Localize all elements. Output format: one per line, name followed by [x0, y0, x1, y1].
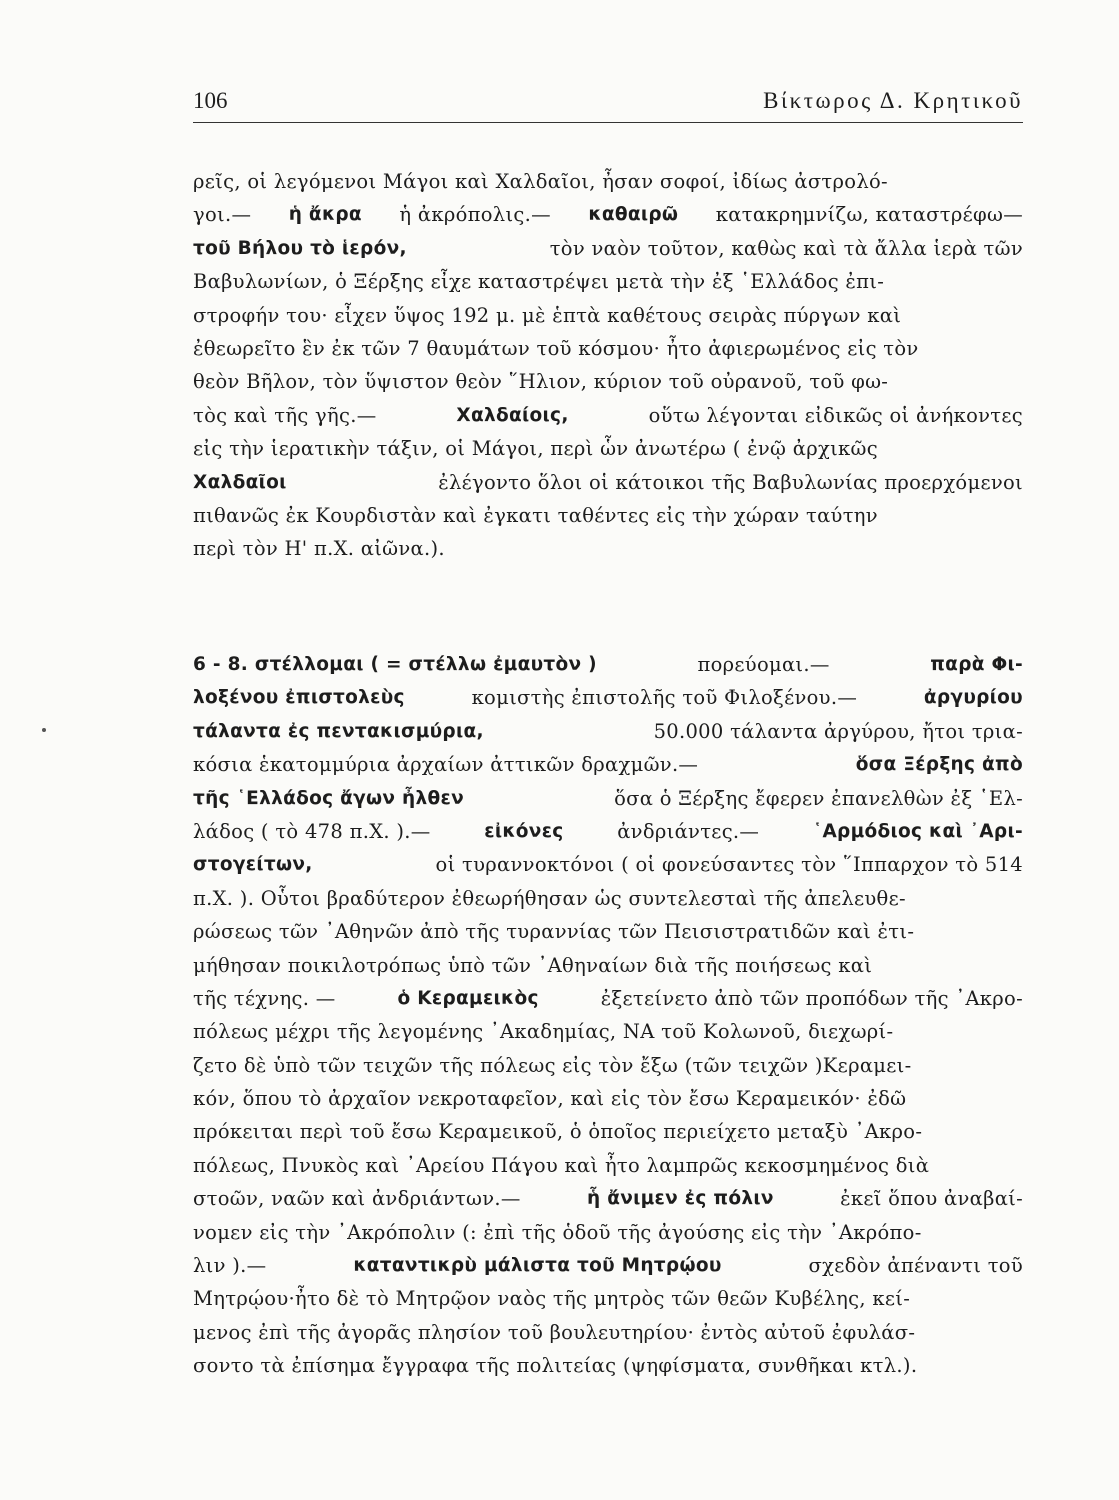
text-line	[193, 882, 1023, 915]
text-segment: νομεν εἰς τὴν ᾿Ακρόπολιν (: ἐπὶ τῆς ὁδοῦ τῆς ἀγούσης εἰς τὴν ᾿Ακρόπο-	[193, 1220, 922, 1244]
text-segment: ἀνδριάντες.—	[617, 819, 760, 843]
text-line	[193, 1349, 1023, 1382]
text-line	[193, 1249, 1023, 1282]
lemma-term: Χαλδαῖοι	[193, 471, 287, 493]
lemma-term: 6 - 8. στέλλομαι ( = στέλλω ἐμαυτὸν )	[193, 654, 597, 675]
text-line	[193, 715, 1023, 748]
text-segment: οὕτω λέγονται εἰδικῶς οἱ ἀνήκοντες	[648, 403, 1023, 427]
text-line	[193, 1015, 1023, 1048]
lemma-term: τῆς ῾Ελλάδος ἄγων ἦλθεν	[193, 787, 465, 809]
lemma-term: ἀργυρίου	[923, 687, 1023, 709]
commentary-paragraph-1	[193, 165, 1023, 566]
text-segment: πόλεως, Πνυκὸς καὶ ᾿Αρείου Πάγου καὶ ἦτο λαμπρῶς κεκοσμημένος διὰ	[193, 1153, 930, 1177]
text-line	[193, 815, 1023, 848]
text-line	[193, 1316, 1023, 1349]
text-line	[193, 1149, 1023, 1182]
text-segment: γοι.—	[193, 203, 252, 227]
text-segment: ζετο δὲ ὑπὸ τῶν τειχῶν τῆς πόλεως εἰς τὸν ἔξω (τῶν τειχῶν )Κεραμει-	[193, 1053, 912, 1077]
text-segment: πόλεως μέχρι τῆς λεγομένης ᾿Ακαδημίας, ΝΑ τοῦ Κολωνοῦ, διεχωρί-	[193, 1020, 894, 1044]
text-segment: στροφήν του· εἶχεν ὕψος 192 μ. μὲ ἑπτὰ καθέτους σειρὰς πύργων καὶ	[193, 303, 902, 327]
text-segment: στοῶν, ναῶν καὶ ἀνδριάντων.—	[193, 1187, 521, 1211]
text-segment: ἡ ἀκρόπολις.—	[399, 203, 551, 227]
text-segment: τὸς καὶ τῆς γῆς.—	[193, 403, 377, 427]
text-segment: κόν, ὅπου τὸ ἀρχαῖον νεκροταφεῖον, καὶ εἰς τὸν ἔσω Κεραμεικόν· ἐδῶ	[193, 1087, 907, 1111]
text-line	[193, 332, 1023, 365]
text-line	[193, 681, 1023, 714]
text-segment: ἐθεωρεῖτο ἓν ἐκ τῶν 7 θαυμάτων τοῦ κόσμου· ἦτο ἀφιερωμένος εἰς τὸν	[193, 336, 919, 360]
running-head: Βίκτωρος Δ. Κρητικοῦ	[763, 88, 1023, 113]
lemma-term: καταντικρὺ μάλιστα τοῦ Μητρῴου	[353, 1255, 722, 1277]
text-line	[193, 1182, 1023, 1215]
text-line	[193, 1115, 1023, 1148]
text-line	[193, 299, 1023, 332]
lemma-term: στογείτων,	[193, 854, 313, 876]
lemma-term: ὅσα Ξέρξης ἀπὸ	[855, 754, 1023, 776]
text-segment: θεὸν Βῆλον, τὸν ὕψιστον θεὸν ῞Ηλιον, κύριον τοῦ οὐρανοῦ, τοῦ φω-	[193, 370, 889, 394]
text-segment: ὅσα ὁ Ξέρξης ἔφερεν ἐπανελθὼν ἐξ ῾Ελ-	[614, 786, 1023, 810]
text-line	[193, 432, 1023, 465]
lemma-term: ὁ Κεραμεικὸς	[397, 987, 539, 1009]
text-segment: ἐλέγοντο ὅλοι οἱ κάτοικοι τῆς Βαβυλωνίας προερχόμενοι	[438, 470, 1023, 494]
text-line	[193, 848, 1023, 881]
text-segment: σχεδὸν ἀπέναντι τοῦ	[808, 1254, 1023, 1278]
lemma-term: εἰκόνες	[484, 820, 564, 842]
text-segment: οἱ τυραννοκτόνοι ( οἱ φονεύσαντες τὸν ῞Ιππαρχον τὸ 514	[435, 853, 1023, 877]
text-line	[193, 782, 1023, 815]
margin-dot	[42, 728, 46, 732]
text-segment: λάδος ( τὸ 478 π.Χ. ).—	[193, 819, 431, 843]
text-segment: ἐκεῖ ὅπου ἀναβαί-	[840, 1187, 1023, 1211]
text-line	[193, 532, 1023, 565]
text-segment: π.Χ. ). Οὗτοι βραδύτερον ἐθεωρήθησαν ὡς συντελεσταὶ τῆς ἀπελευθε-	[193, 886, 906, 910]
text-segment: κομιστὴς ἐπιστολῆς τοῦ Φιλοξένου.—	[471, 686, 858, 710]
lemma-term: τάλαντα ἐς πεντακισμύρια,	[193, 720, 484, 742]
text-line	[193, 198, 1023, 231]
lemma-term: ἡ ἄκρα	[288, 204, 362, 226]
page-header	[193, 88, 1023, 123]
text-segment: κόσια ἑκατομμύρια ἀρχαίων ἀττικῶν δραχμῶν.—	[193, 753, 699, 777]
text-segment: Μητρῴου·ἦτο δὲ τὸ Μητρῷον ναὸς τῆς μητρὸς τῶν θεῶν Κυβέλης, κεί-	[193, 1287, 911, 1311]
text-segment: μήθησαν ποικιλοτρόπως ὑπὸ τῶν ᾿Αθηναίων διὰ τῆς ποιήσεως καὶ	[193, 953, 873, 977]
text-segment: 50.000 τάλαντα ἀργύρου, ἤτοι τρια-	[653, 719, 1023, 743]
text-line	[193, 1082, 1023, 1115]
text-segment: ρεῖς, οἱ λεγόμενοι Μάγοι καὶ Χαλδαῖοι, ἦσαν σοφοί, ἰδίως ἀστρολό-	[193, 170, 888, 193]
text-line	[193, 499, 1023, 532]
text-line	[193, 1216, 1023, 1249]
text-line	[193, 982, 1023, 1015]
text-segment: λιν ).—	[193, 1254, 267, 1278]
text-segment: ἐξετείνετο ἀπὸ τῶν προπόδων τῆς ᾿Ακρο-	[600, 986, 1023, 1010]
lemma-term: λοξένου ἐπιστολεὺς	[193, 687, 405, 709]
lemma-term: παρὰ Φι-	[930, 654, 1023, 675]
text-segment: ρώσεως τῶν ᾿Αθηνῶν ἀπὸ τῆς τυραννίας τῶν Πεισιστρατιδῶν καὶ ἐτι-	[193, 920, 915, 944]
text-segment: εἰς τὴν ἱερατικὴν τάξιν, οἱ Μάγοι, περὶ ὧν ἀνωτέρω ( ἐνῷ ἀρχικῶς	[193, 437, 878, 461]
text-segment: πορεύομαι.—	[697, 653, 830, 676]
text-segment: τὸν ναὸν τοῦτον, καθὼς καὶ τὰ ἄλλα ἱερὰ τῶν	[549, 236, 1023, 260]
text-line	[193, 949, 1023, 982]
text-line	[193, 748, 1023, 781]
text-line	[193, 466, 1023, 499]
text-segment: πιθανῶς ἐκ Κουρδιστὰν καὶ ἐγκατι ταθέντες εἰς τὴν χώραν ταύτην	[193, 503, 878, 527]
text-line	[193, 165, 1023, 198]
text-line	[193, 265, 1023, 298]
text-line	[193, 1049, 1023, 1082]
lemma-term: ἧ ἄνιμεν ἐς πόλιν	[587, 1188, 774, 1210]
text-line	[193, 399, 1023, 432]
lemma-term: καθαιρῶ	[588, 204, 679, 226]
text-line	[193, 1282, 1023, 1315]
text-line	[193, 648, 1023, 681]
text-line	[193, 365, 1023, 398]
text-line	[193, 232, 1023, 265]
text-segment: πρόκειται περὶ τοῦ ἔσω Κεραμεικοῦ, ὁ ὁποῖος περιείχετο μεταξὺ ᾿Ακρο-	[193, 1120, 923, 1144]
page-number: 106	[193, 88, 228, 113]
lemma-term: ῾Αρμόδιος καὶ ᾿Αρι-	[812, 820, 1023, 842]
text-line	[193, 915, 1023, 948]
text-segment: κατακρημνίζω, καταστρέφω—	[715, 203, 1023, 227]
commentary-paragraph-2	[193, 648, 1023, 1383]
text-segment: μενος ἐπὶ τῆς ἀγορᾶς πλησίον τοῦ βουλευτηρίου· ἐντὸς αὐτοῦ ἐφυλάσ-	[193, 1320, 916, 1344]
lemma-term: τοῦ Βήλου τὸ ἱερόν,	[193, 237, 407, 259]
text-segment: περὶ τὸν Η' π.Χ. αἰῶνα.).	[193, 537, 445, 561]
text-segment: τῆς τέχνης. —	[193, 986, 336, 1010]
text-segment: Βαβυλωνίων, ὁ Ξέρξης εἶχε καταστρέψει μετὰ τὴν ἐξ ῾Ελλάδος ἐπι-	[193, 270, 885, 294]
text-segment: σοντο τὰ ἐπίσημα ἔγγραφα τῆς πολιτείας (ψηφίσματα, συνθῆκαι κτλ.).	[193, 1354, 918, 1378]
lemma-term: Χαλδαίοις,	[456, 404, 569, 426]
